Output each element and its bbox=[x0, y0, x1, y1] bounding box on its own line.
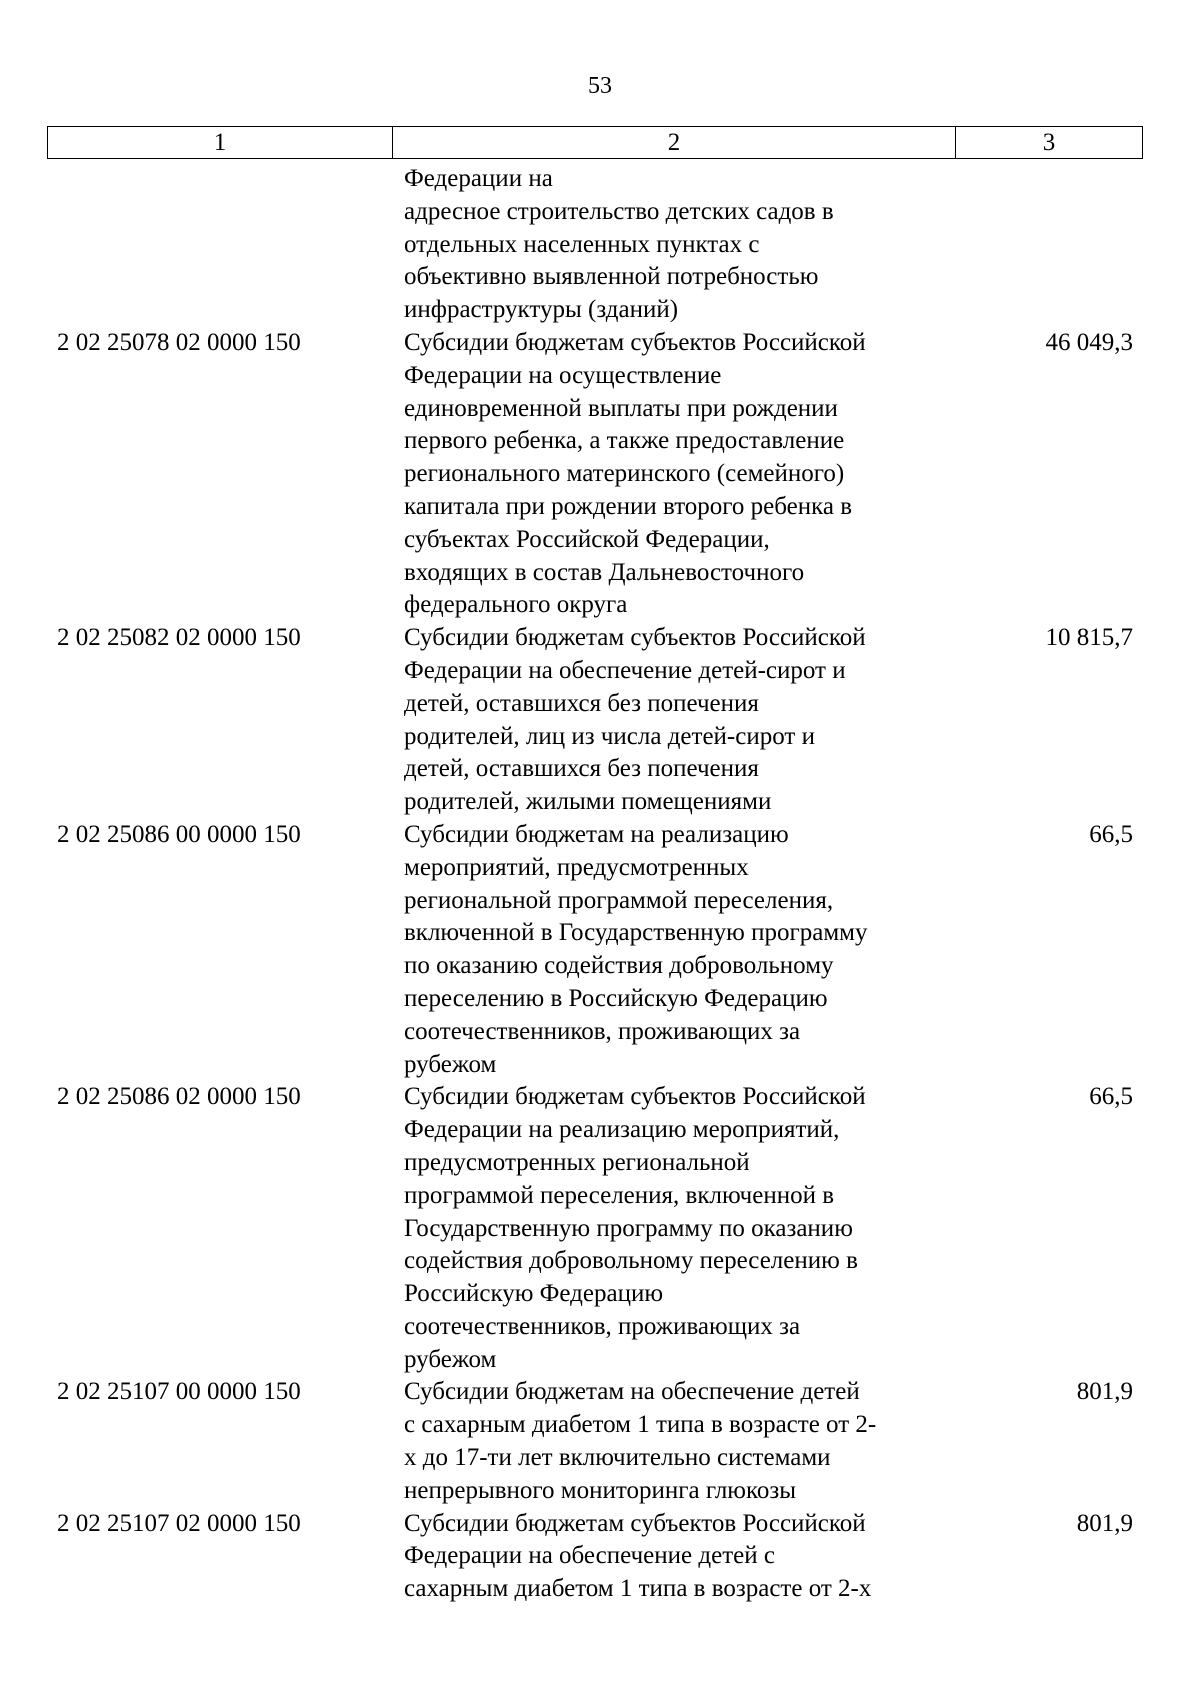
budget-code: 2 02 25107 02 0000 150 bbox=[57, 1509, 301, 1537]
table-header bbox=[47, 126, 1143, 159]
table-row bbox=[47, 1081, 1143, 1376]
income-description bbox=[392, 1508, 955, 1606]
amount: 46 049,3 bbox=[1045, 328, 1133, 356]
description-line: родителей, лиц из числа детей-сирот и bbox=[404, 722, 815, 750]
description-line: Федерации на реализацию мероприятий, bbox=[404, 1116, 840, 1144]
description-line: содействия добровольному переселению в bbox=[404, 1247, 858, 1275]
description-line: включенной в Государственную программу bbox=[404, 919, 868, 947]
table-row bbox=[47, 819, 1143, 1081]
description-line: Федерации на bbox=[404, 165, 553, 192]
description-line: федерального округа bbox=[404, 591, 628, 619]
table-row bbox=[47, 163, 1143, 327]
description-line: программой переселения, включенной в bbox=[404, 1181, 835, 1209]
description-line: мероприятий, предусмотренных bbox=[404, 853, 749, 881]
description-line: рубежом bbox=[404, 1345, 497, 1373]
description-line: Федерации на обеспечение детей с bbox=[404, 1542, 775, 1570]
table-row bbox=[47, 1508, 1143, 1606]
income-description bbox=[392, 1081, 955, 1376]
description-line: рубежом bbox=[404, 1050, 497, 1078]
budget-code: 2 02 25086 02 0000 150 bbox=[57, 1083, 301, 1111]
income-description bbox=[392, 163, 955, 327]
description-line: предусмотренных региональной bbox=[404, 1148, 750, 1176]
description-line: соотечественников, проживающих за bbox=[404, 1312, 801, 1340]
description-line: единовременной выплаты при рождении bbox=[404, 394, 838, 422]
description-line: Российскую Федерацию bbox=[404, 1280, 664, 1308]
budget-code bbox=[47, 163, 392, 327]
income-description bbox=[392, 1376, 955, 1507]
budget-code: 2 02 25107 00 0000 150 bbox=[57, 1378, 301, 1406]
description-line: входящих в состав Дальневосточного bbox=[404, 558, 805, 586]
description-line: детей, оставшихся без попечения bbox=[404, 689, 759, 717]
column-header-3: 3 bbox=[1042, 128, 1056, 156]
income-description bbox=[392, 327, 955, 622]
description-line: х до 17-ти лет включительно системами bbox=[404, 1444, 831, 1472]
table-row bbox=[47, 1376, 1143, 1507]
description-line: Субсидии бюджетам субъектов Российской bbox=[404, 624, 866, 652]
description-line: регионального материнского (семейного) bbox=[404, 460, 845, 488]
description-line: сахарным диабетом 1 типа в возрасте от 2-х bbox=[404, 1575, 872, 1603]
budget-code: 2 02 25082 02 0000 150 bbox=[57, 624, 301, 652]
budget-code: 2 02 25078 02 0000 150 bbox=[57, 328, 301, 356]
amount: 801,9 bbox=[1076, 1509, 1133, 1537]
amount: 801,9 bbox=[1076, 1378, 1133, 1406]
description-line: соотечественников, проживающих за bbox=[404, 1017, 801, 1045]
description-line: адресное строительство детских садов в bbox=[404, 197, 834, 225]
description-line: Федерации на обеспечение детей-сирот и bbox=[404, 656, 846, 684]
description-line: первого ребенка, а также предоставление bbox=[404, 427, 845, 455]
description-line: Субсидии бюджетам на обеспечение детей bbox=[404, 1378, 860, 1406]
description-line: Федерации на осуществление bbox=[404, 361, 722, 389]
description-line: субъектах Российской Федерации, bbox=[404, 525, 770, 553]
description-line: объективно выявленной потребностью bbox=[404, 263, 819, 291]
amount: 10 815,7 bbox=[1045, 624, 1133, 652]
income-description bbox=[392, 819, 955, 1081]
description-line: отдельных населенных пунктах с bbox=[404, 230, 760, 258]
description-line: Субсидии бюджетам субъектов Российской bbox=[404, 1509, 866, 1537]
description-line: Субсидии бюджетам на реализацию bbox=[404, 820, 789, 848]
amount bbox=[955, 163, 1143, 327]
table-row bbox=[47, 327, 1143, 622]
description-line: Субсидии бюджетам субъектов Российской bbox=[404, 328, 866, 356]
description-line: с сахарным диабетом 1 типа в возрасте от 2- bbox=[404, 1411, 877, 1439]
income-description bbox=[392, 622, 955, 819]
description-line: Субсидии бюджетам субъектов Российской bbox=[404, 1083, 866, 1111]
description-line: детей, оставшихся без попечения bbox=[404, 755, 759, 783]
description-line: непрерывного мониторинга глюкозы bbox=[404, 1476, 797, 1504]
column-header-1: 1 bbox=[48, 127, 393, 158]
budget-code: 2 02 25086 00 0000 150 bbox=[57, 820, 301, 848]
page-number: 53 bbox=[588, 73, 612, 99]
amount: 66,5 bbox=[1089, 1083, 1133, 1111]
description-line: капитала при рождении второго ребенка в bbox=[404, 492, 853, 520]
table-body bbox=[47, 163, 1143, 1606]
description-line: Государственную программу по оказанию bbox=[404, 1214, 853, 1242]
description-line: родителей, жилыми помещениями bbox=[404, 788, 772, 816]
description-line: инфраструктуры (зданий) bbox=[404, 296, 679, 324]
amount: 66,5 bbox=[1089, 820, 1133, 848]
description-line: переселению в Российскую Федерацию bbox=[404, 984, 828, 1012]
description-line: региональной программой переселения, bbox=[404, 886, 834, 914]
column-header-2: 2 bbox=[393, 127, 956, 158]
description-line: по оказанию содействия добровольному bbox=[404, 952, 834, 980]
table-row bbox=[47, 622, 1143, 819]
